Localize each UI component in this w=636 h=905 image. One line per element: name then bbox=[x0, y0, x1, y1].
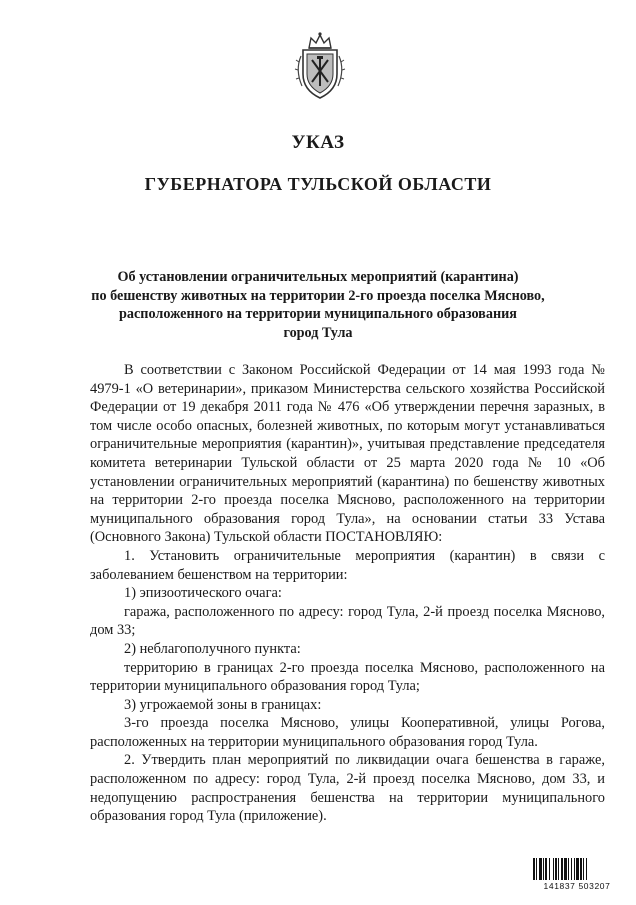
preamble-paragraph: В соответствии с Законом Российской Федерации от 14 мая 1993 года № 4979-1 «О ветеринарии», приказом Министерства сельского хозяйства Российской Федерации от 19 декабря 2011 года № 476 «Об утверждении перечня заразных, в том числе особо опасных, болезней животных, по которым могут устанавливаться ограничительные мероприятия (карантин)», учитывая представление председателя комитета ветеринарии Тульской области от 25 марта 2020 года № 10 «Об установлении ограничительных мероприятий (карантина) по бешенству животных на территории 2-го проезда поселка Мясново, расположенного на территории муниципального образования город Тула», на основании статьи 33 Устава (Основного Закона) Тульской области ПОСТАНОВЛЯЮ: bbox=[90, 362, 605, 546]
decree-subject bbox=[90, 268, 546, 342]
coat-of-arms-icon bbox=[290, 30, 350, 102]
decree-body bbox=[90, 361, 605, 826]
clause-1-item-3-text: 3-го проезда поселка Мясново, улицы Кооперативной, улицы Рогова, расположенных на территории муниципального образования город Тула. bbox=[90, 715, 605, 750]
clause-1-item-1-text: гаража, расположенного по адресу: город Тула, 2-й проезд поселка Мясново, дом 33; bbox=[90, 603, 605, 639]
subject-line: Об установлении ограничительных мероприятий (карантина) bbox=[117, 269, 519, 285]
document-type-title: УКАЗ bbox=[291, 132, 345, 153]
document-barcode bbox=[532, 858, 622, 892]
barcode-number: 141837 503207 bbox=[543, 881, 611, 891]
barcode-icon bbox=[532, 858, 622, 880]
subject-line: расположенного на территории муниципального образования bbox=[119, 306, 517, 322]
clause-2: 2. Утвердить план мероприятий по ликвидации очага бешенства в гараже, расположенном по адресу: город Тула, 2-й проезд поселка Мясново, дом 33, и недопущению распространения бешенства на территории муниципального образования город Тула (приложение). bbox=[90, 752, 605, 825]
subject-line: город Тула bbox=[283, 324, 353, 341]
clause-1-item-1: 1) эпизоотического очага: bbox=[124, 585, 282, 602]
subject-line: по бешенству животных на территории 2-го проезда поселка Мясново, bbox=[91, 287, 545, 304]
issuer-title: ГУБЕРНАТОРА ТУЛЬСКОЙ ОБЛАСТИ bbox=[144, 174, 492, 194]
clause-1: 1. Установить ограничительные мероприятия (карантин) в связи с заболеванием бешенством на территории: bbox=[90, 547, 605, 583]
clause-1-item-2-text: территорию в границах 2-го проезда поселка Мясново, расположенного на территории муниципального образования город Тула; bbox=[90, 659, 605, 695]
clause-1-item-3: 3) угрожаемой зоны в границах: bbox=[124, 696, 322, 713]
clause-1-item-2: 2) неблагополучного пункта: bbox=[124, 640, 301, 657]
